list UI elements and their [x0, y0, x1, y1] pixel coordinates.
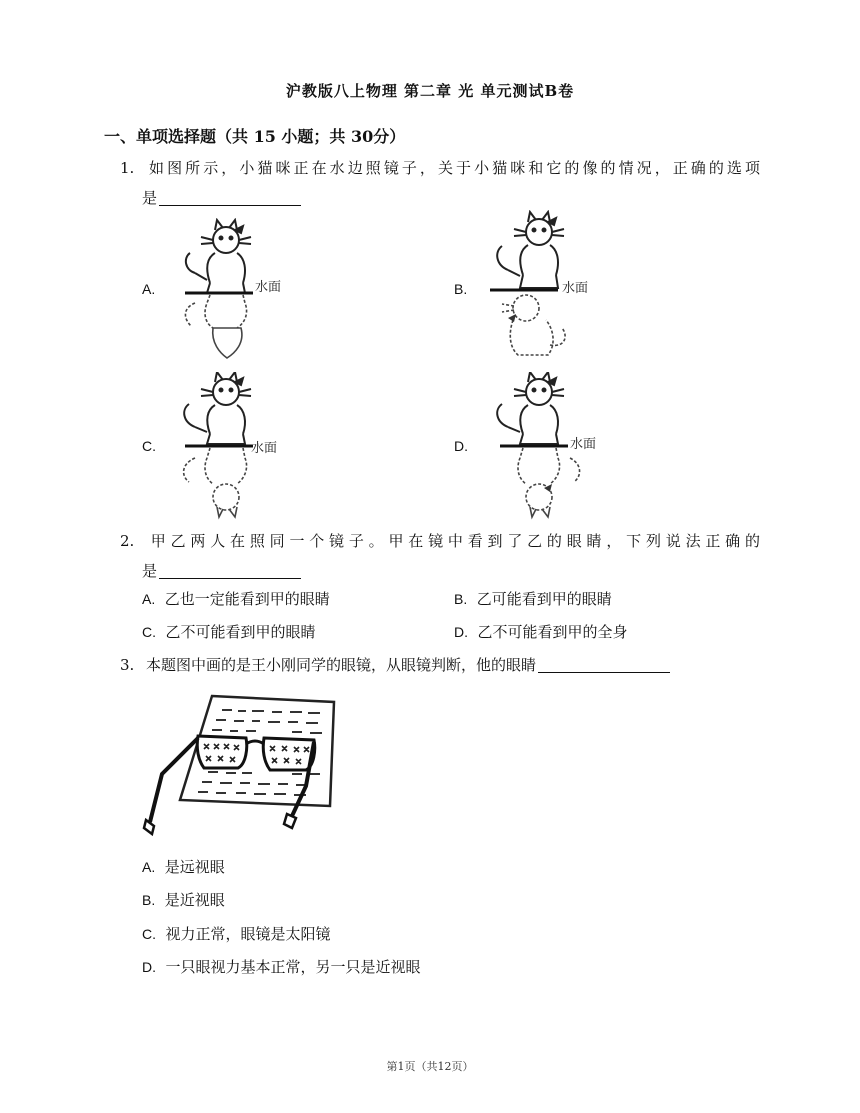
answer-blank[interactable] — [159, 562, 301, 579]
q3-option-d[interactable] — [142, 956, 421, 977]
option-label: C. — [142, 624, 156, 640]
question-text-cont: 是 — [142, 562, 158, 580]
cat-figure-c — [165, 372, 290, 522]
option-label: D. — [142, 959, 156, 975]
q3-option-b[interactable] — [142, 889, 225, 910]
page-footer: 第1页（共12页） — [386, 1060, 474, 1073]
option-text: 乙可能看到甲的眼睛 — [476, 590, 612, 608]
glasses-figure — [142, 688, 342, 840]
q2-option-b[interactable] — [454, 588, 612, 609]
cat-figure-b — [478, 210, 613, 365]
answer-blank[interactable] — [159, 189, 301, 206]
answer-blank[interactable] — [538, 656, 670, 673]
option-text: 一只眼视力基本正常，另一只是近视眼 — [165, 958, 421, 976]
question-2-line2 — [142, 560, 301, 581]
water-label: 水面 — [251, 441, 278, 456]
question-number: 3. — [120, 656, 135, 674]
q1-option-a-label[interactable]: A. — [142, 281, 156, 297]
option-text: 乙不可能看到甲的眼睛 — [165, 623, 316, 641]
q2-option-c[interactable] — [142, 621, 316, 642]
option-label: B. — [142, 892, 156, 908]
question-text-cont: 是 — [142, 189, 158, 207]
option-text: 是近视眼 — [164, 891, 225, 909]
option-text: 乙不可能看到甲的全身 — [477, 623, 628, 641]
water-label: 水面 — [570, 437, 597, 452]
q2-option-a[interactable] — [142, 588, 330, 609]
q1-option-b-label[interactable]: B. — [454, 281, 468, 297]
option-label: B. — [454, 591, 468, 607]
option-label: C. — [142, 926, 156, 942]
option-label: A. — [142, 591, 156, 607]
question-2-line1 — [120, 530, 760, 551]
question-text: 本题图中画的是王小刚同学的眼镜，从眼镜判断，他的眼睛 — [146, 656, 537, 674]
cat-figure-d — [478, 372, 613, 522]
question-1 — [120, 157, 760, 178]
question-1-line1 — [120, 157, 760, 178]
question-1-line2 — [142, 187, 301, 208]
q1-option-c-label[interactable]: C. — [142, 438, 156, 454]
question-number: 2. — [120, 532, 135, 550]
option-text: 乙也一定能看到甲的眼睛 — [164, 590, 330, 608]
q1-option-d-label[interactable]: D. — [454, 438, 468, 454]
option-text: 视力正常，眼镜是太阳镜 — [165, 925, 331, 943]
option-label: A. — [142, 859, 156, 875]
question-text: 甲乙两人在照同一个镜子。甲在镜中看到了乙的眼睛，下列说法正确的 — [146, 532, 760, 550]
q3-option-a[interactable] — [142, 856, 225, 877]
question-text: 如图所示，小猫咪正在水边照镜子，关于小猫咪和它的像的情况，正确的选项 — [146, 159, 760, 177]
page-title: 沪教版八上物理 第二章 光 单元测试B卷 — [285, 82, 575, 100]
question-number: 1. — [120, 159, 135, 177]
option-text: 是远视眼 — [164, 858, 225, 876]
option-label: D. — [454, 624, 468, 640]
section-heading: 一、单项选择题（共 15 小题；共 30分） — [104, 127, 406, 146]
q3-option-c[interactable] — [142, 923, 331, 944]
question-3-line1 — [120, 654, 670, 675]
water-label: 水面 — [255, 280, 282, 295]
water-label: 水面 — [562, 281, 589, 296]
cat-figure-a — [165, 218, 290, 363]
q2-option-d[interactable] — [454, 621, 628, 642]
